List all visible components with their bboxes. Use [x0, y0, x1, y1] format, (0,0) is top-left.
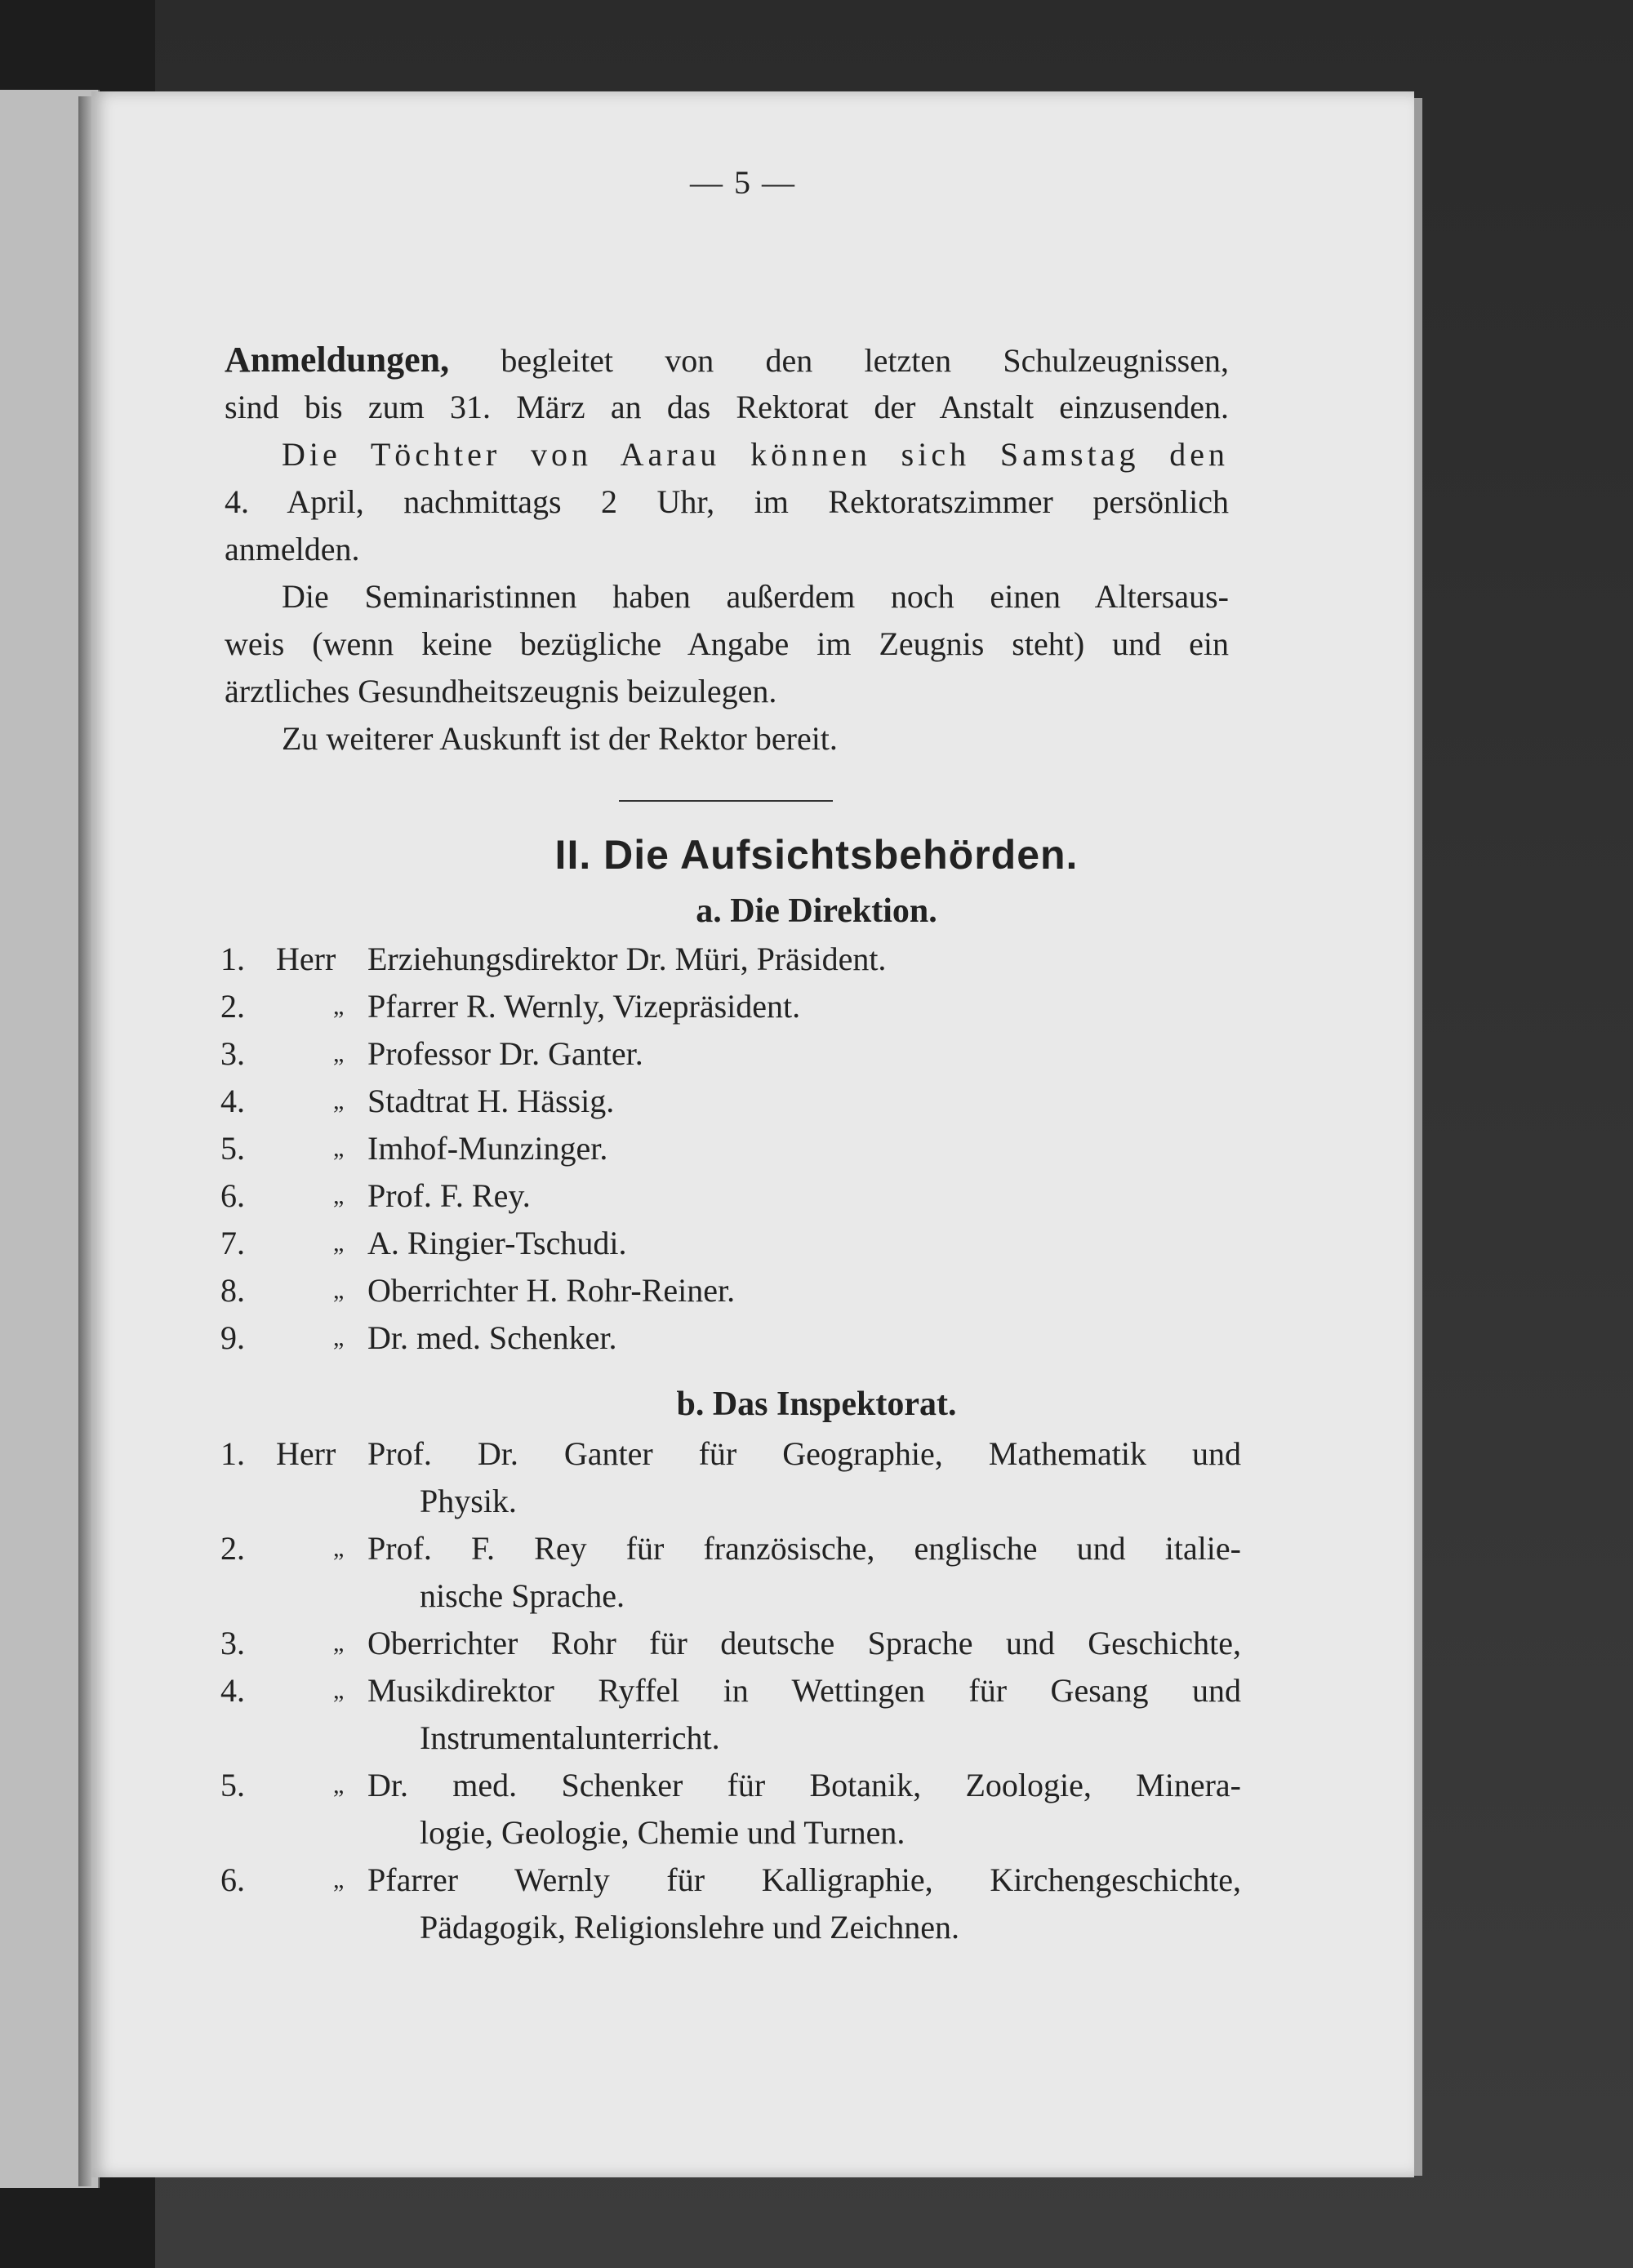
spine-edge: [78, 96, 91, 2186]
inspektorat-list: [220, 1430, 1241, 1951]
direktion-member: 8. „ Oberrichter H. Rohr-Reiner.: [220, 1272, 736, 1309]
inspektorat-entry-continuation: Pädagogik, Religionslehre und Zeichnen.: [420, 1909, 959, 1946]
intro-paragraph: [225, 336, 1229, 763]
direktion-member: 7. „ A. Ringier-Tschudi.: [220, 1225, 627, 1261]
page-edge: [1414, 98, 1422, 2176]
intro-line-4: 4. April, nachmittags 2 Uhr, im Rektoratszimmer persönlich: [225, 483, 1229, 520]
inspektorat-entry-continuation: nische Sprache.: [420, 1577, 625, 1614]
intro-line1-rest: begleitet von den letzten Schulzeugnissen,: [501, 342, 1229, 379]
intro-line-7: weis (wenn keine bezügliche Angabe im Zeugnis steht) und ein: [225, 625, 1229, 662]
direktion-member: 1. Herr Erziehungsdirektor Dr. Müri, Präsident.: [220, 941, 887, 977]
inspektorat-entry-continuation: Physik.: [420, 1483, 517, 1519]
section-title: II. Die Aufsichtsbehörden.: [554, 832, 1079, 878]
intro-line-8: ärztliches Gesundheitszeugnis beizulegen.: [225, 673, 777, 709]
intro-lead-word: Anmeldungen,: [225, 340, 450, 380]
inspektorat-title: b. Das Inspektorat.: [676, 1385, 957, 1423]
page-number: — 5 —: [690, 164, 796, 201]
direktion-member: 3. „ Professor Dr. Ganter.: [220, 1035, 643, 1072]
inspektorat-entry: 5. „ Dr. med. Schenker für Botanik, Zoologie, Minera-: [220, 1767, 1241, 1803]
inspektorat-entry: 4. „ Musikdirektor Ryffel in Wettingen für Gesang und: [220, 1672, 1241, 1709]
intro-line-6: Die Seminaristinnen haben außerdem noch einen Altersaus-: [282, 578, 1229, 615]
intro-line-5: anmelden.: [225, 531, 360, 567]
intro-line-3: Die Töchter von Aarau können sich Samstag den: [282, 436, 1229, 473]
section-divider: [619, 800, 833, 802]
direktion-member: 5. „ Imhof-Munzinger.: [220, 1130, 608, 1167]
direktion-member: 2. „ Pfarrer R. Wernly, Vizepräsident.: [220, 988, 801, 1025]
inspektorat-entry: 1. Herr Prof. Dr. Ganter für Geographie, Mathematik und: [220, 1435, 1241, 1472]
direktion-member: 6. „ Prof. F. Rey.: [220, 1177, 531, 1214]
intro-line-2: sind bis zum 31. März an das Rektorat der Anstalt einzusenden.: [225, 389, 1229, 425]
direktion-title: a. Die Direktion.: [696, 892, 937, 930]
inspektorat-entry: 2. „ Prof. F. Rey für französische, englische und italie-: [220, 1530, 1241, 1567]
direktion-list: [220, 936, 1241, 1362]
inspektorat-entry: 3. „ Oberrichter Rohr für deutsche Sprache und Geschichte,: [220, 1625, 1241, 1661]
inspektorat-entry: 6. „ Pfarrer Wernly für Kalligraphie, Kirchengeschichte,: [220, 1861, 1241, 1898]
direktion-member: 4. „ Stadtrat H. Hässig.: [220, 1083, 615, 1119]
direktion-member: 9. „ Dr. med. Schenker.: [220, 1319, 617, 1356]
intro-line-9: Zu weiterer Auskunft ist der Rektor bereit.: [282, 720, 838, 757]
inspektorat-entry-continuation: logie, Geologie, Chemie und Turnen.: [420, 1814, 905, 1851]
inspektorat-entry-continuation: Instrumentalunterricht.: [420, 1719, 720, 1756]
intro-line-1: [225, 336, 1229, 384]
